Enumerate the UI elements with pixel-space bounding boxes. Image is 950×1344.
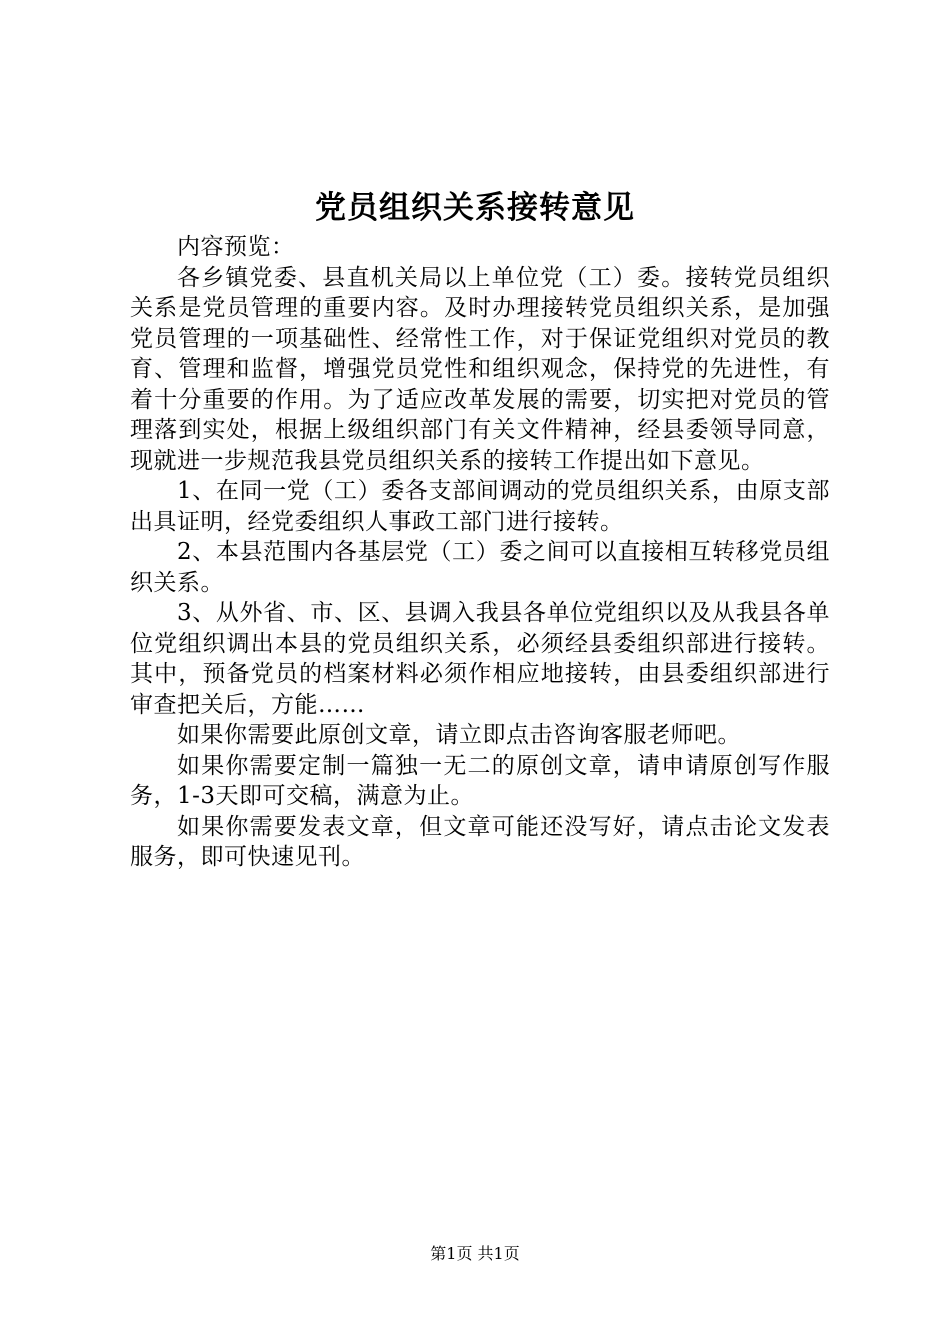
custom-writing-paragraph: 如果你需要定制一篇独一无二的原创文章，请申请原创写作服务，1-3天即可交稿，满意为止。 bbox=[130, 752, 830, 809]
item-2-paragraph: 2、本县范围内各基层党（工）委之间可以直接相互转移党员组织关系。 bbox=[130, 539, 830, 596]
consult-paragraph: 如果你需要此原创文章，请立即点击咨询客服老师吧。 bbox=[177, 722, 741, 748]
intro-paragraph: 各乡镇党委、县直机关局以上单位党（工）委。接转党员组织关系是党员管理的重要内容。及时办理接转党员组织关系，是加强党员管理的一项基础性、经常性工作，对于保证党组织对党员的教育、管理和监督，增强党员党性和组织观念，保持党的先进性，有着十分重要的作用。为了适应改革发展的需要，切实把对党员的管理落到实处，根据上级组织部门有关文件精神，经县委领导同意，现就进一步规范我县党员组织关系的接转工作提出如下意见。 bbox=[130, 264, 830, 474]
document-title: 党员组织关系接转意见 bbox=[315, 190, 635, 226]
preview-label: 内容预览： bbox=[177, 234, 295, 260]
page-footer: 第1页 共1页 bbox=[430, 1244, 520, 1263]
publish-paragraph: 如果你需要发表文章，但文章可能还没写好，请点击论文发表服务，即可快速见刊。 bbox=[130, 813, 830, 870]
item-1-paragraph: 1、在同一党（工）委各支部间调动的党员组织关系，由原支部出具证明，经党委组织人事政工部门进行接转。 bbox=[130, 478, 830, 535]
item-3-paragraph: 3、从外省、市、区、县调入我县各单位党组织以及从我县各单位党组织调出本县的党员组织关系，必须经县委组织部进行接转。其中，预备党员的档案材料必须作相应地接转，由县委组织部进行审查把关后，方能…… bbox=[130, 600, 830, 718]
document-body bbox=[130, 232, 830, 873]
